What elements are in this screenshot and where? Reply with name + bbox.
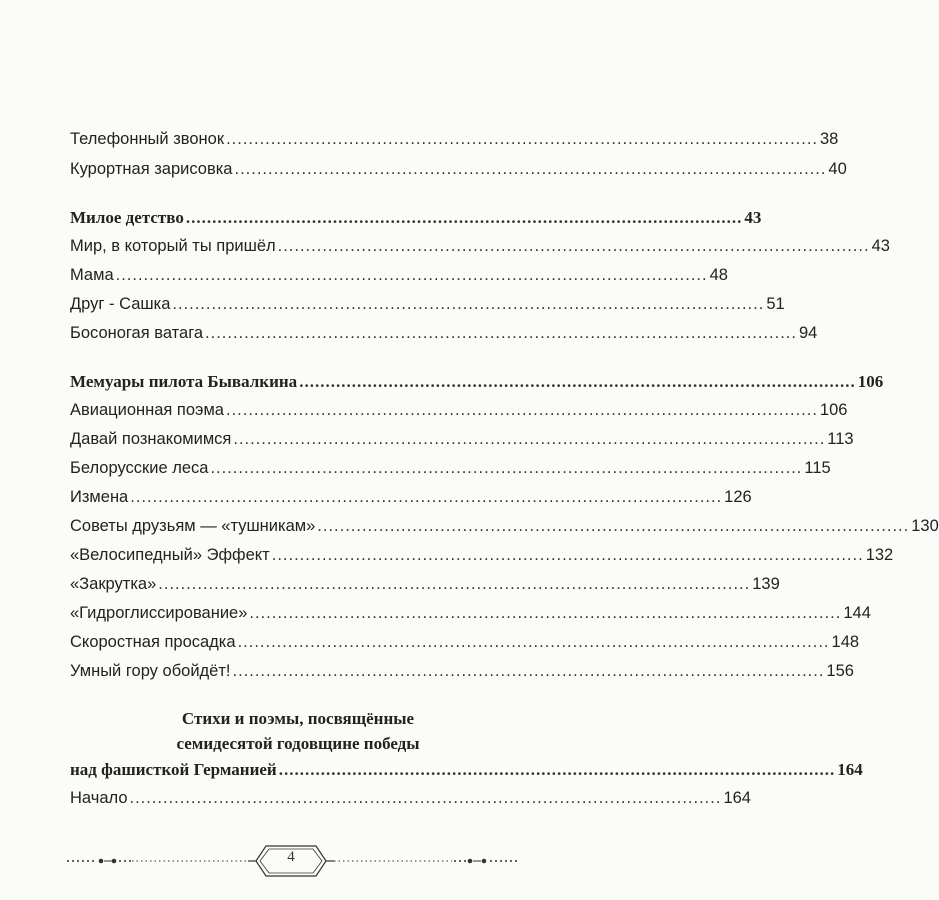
toc-entry-page: 94: [798, 324, 818, 342]
toc-entry-title: Давай познакомимся: [70, 430, 232, 448]
toc-section-heading: [70, 372, 884, 392]
toc-entry-page: 139: [752, 575, 780, 593]
toc-entry-page: 113: [827, 430, 854, 448]
toc-entry-title: Курортная зарисовка: [70, 160, 233, 178]
dot-leader: ..........................................................................................................: [172, 295, 765, 313]
toc-entry-title: Начало: [70, 789, 128, 807]
right-ornament: [334, 859, 517, 864]
toc-entry-title: Умный гору обойдёт!: [70, 662, 231, 680]
toc-entry: [70, 401, 848, 420]
dot-leader: ..........................................................................................................: [232, 662, 825, 680]
dot-leader: ..........................................................................................................: [129, 789, 722, 807]
toc-entry-title: Авиационная поэма: [70, 401, 224, 419]
toc-entry: [70, 546, 894, 565]
dot-leader: ..........................................................................................................: [277, 237, 870, 255]
toc-entry: [70, 789, 751, 808]
left-ornament: [67, 859, 248, 864]
toc-entry-page: 156: [826, 662, 854, 680]
dot-leader: ..........................................................................................................: [237, 633, 830, 651]
dot-leader: ..........................................................................................................: [249, 604, 842, 622]
toc-entry-page: 148: [831, 633, 860, 651]
toc-entry: [70, 130, 839, 149]
toc-section-page: 43: [744, 208, 762, 227]
toc-entry-title: «Закрутка»: [70, 575, 157, 593]
toc-section-heading-line: семидесятой годовщине победы: [176, 734, 420, 753]
toc-entry-page: 106: [819, 401, 848, 419]
toc-entry-page: 48: [709, 266, 728, 284]
toc-entry-title: Белорусские леса: [70, 459, 209, 477]
toc-section-page: 164: [837, 760, 863, 779]
toc-entry-title: «Гидроглиссирование»: [70, 604, 248, 622]
toc-entry: [70, 604, 871, 623]
toc-entry-title: Мир, в который ты пришёл: [70, 237, 276, 255]
toc-entry-page: 132: [865, 546, 894, 564]
dot-leader: ..........................................................................................................: [158, 575, 751, 593]
toc-entry-title: Скоростная просадка: [70, 633, 236, 651]
toc-entry-title: Друг - Сашка: [70, 295, 171, 313]
toc-entry: [70, 266, 728, 285]
toc-entry: [70, 517, 939, 536]
toc-entry-page: 130: [911, 517, 939, 535]
dot-leader: ..........................................................................................................: [185, 208, 743, 227]
dot-leader: ..........................................................................................................: [115, 266, 708, 284]
toc-section-heading: [70, 208, 762, 228]
dot-leader: ..........................................................................................................: [130, 488, 723, 506]
dot-leader: ..........................................................................................................: [234, 160, 827, 178]
dot-leader: ..........................................................................................................: [233, 430, 826, 448]
toc-entry: [70, 237, 890, 256]
dot-leader: ..........................................................................................................: [210, 459, 803, 477]
dot-leader: ..........................................................................................................: [317, 517, 910, 535]
toc-entry-page: 164: [723, 789, 751, 807]
toc-entry: [70, 160, 847, 179]
toc-entry-page: 115: [804, 459, 831, 477]
dot-leader: ..........................................................................................................: [225, 401, 818, 419]
toc-entry-title: Босоногая ватага: [70, 324, 204, 342]
toc-entry-page: 126: [724, 488, 752, 506]
toc-section-heading: [70, 760, 863, 780]
toc-entry: [70, 324, 818, 343]
toc-entry: [70, 295, 785, 314]
dot-leader: ..........................................................................................................: [299, 372, 856, 391]
toc-entry-title: Мама: [70, 266, 114, 284]
toc-entry-page: 38: [820, 130, 839, 148]
toc-entry-title: Измена: [70, 488, 129, 506]
toc-section-heading-line: Стихи и поэмы, посвящённые: [181, 709, 415, 728]
toc-entry-title: «Велосипедный» Эффект: [70, 546, 270, 564]
toc-section-title: Милое детство: [70, 208, 184, 227]
toc-entry: [70, 662, 854, 681]
toc-entry-page: 51: [766, 295, 785, 313]
toc-entry: [70, 459, 831, 478]
toc-entry-page: 144: [843, 604, 871, 622]
toc-entry-title: Советы друзьям — «тушникам»: [70, 517, 316, 535]
dot-leader: ..........................................................................................................: [278, 760, 836, 779]
page-number: 4: [287, 849, 295, 865]
toc-entry: [70, 633, 860, 652]
toc-entry-title: Телефонный звонок: [70, 130, 225, 148]
toc-entry-page: 40: [828, 160, 847, 178]
dot-leader: ..........................................................................................................: [226, 130, 818, 148]
toc-entry: [70, 430, 854, 449]
dot-leader: ..........................................................................................................: [205, 324, 797, 342]
toc-entry-page: 43: [871, 237, 890, 255]
toc-section-page: 106: [857, 372, 884, 391]
toc-section-title: над фашисткой Германией: [70, 760, 277, 779]
toc-entry: [70, 488, 752, 507]
toc-section-title: Мемуары пилота Бывалкина: [70, 372, 298, 391]
dot-leader: ..........................................................................................................: [271, 546, 864, 564]
toc-entry: [70, 575, 780, 594]
